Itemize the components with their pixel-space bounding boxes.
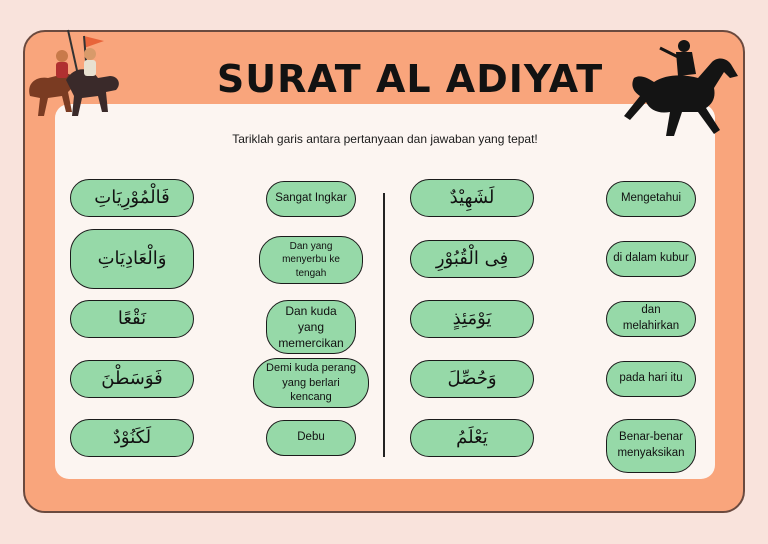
left-word-5[interactable]: لَكَنُوْدٌ — [70, 419, 194, 457]
instruction-text: Tariklah garis antara pertanyaan dan jawaban yang tepat! — [232, 132, 538, 146]
page-title: SURAT AL ADIYAT — [216, 57, 604, 101]
left-word-4[interactable]: فَوَسَطْنَ — [70, 360, 194, 398]
left-meaning-4[interactable]: Demi kuda perang yang berlari kencang — [253, 358, 369, 408]
right-word-4[interactable]: وَحُصِّلَ — [410, 360, 534, 398]
horse-riders-icon — [18, 26, 130, 122]
left-word-1[interactable]: فَالْمُوْرِيَاتِ — [70, 179, 194, 217]
left-meaning-2[interactable]: Dan yang menyerbu ke tengah — [259, 236, 363, 284]
right-meaning-1[interactable]: Mengetahui — [606, 181, 696, 217]
right-word-2[interactable]: فِى الْقُبُوْرِ — [410, 240, 534, 278]
right-meaning-3[interactable]: dan melahirkan — [606, 301, 696, 337]
right-word-3[interactable]: يَوْمَئِذٍ — [410, 300, 534, 338]
horse-rider-silhouette-icon — [620, 38, 746, 142]
left-meaning-5[interactable]: Debu — [266, 420, 356, 456]
left-word-2[interactable]: وَالْعَادِيَاتِ — [70, 229, 194, 289]
right-meaning-2[interactable]: di dalam kubur — [606, 241, 696, 277]
column-divider — [383, 193, 385, 457]
left-meaning-3[interactable]: Dan kuda yang memercikan — [266, 300, 356, 354]
right-word-1[interactable]: لَشَهِيْدٌ — [410, 179, 534, 217]
right-word-5[interactable]: يَعْلَمُ — [410, 419, 534, 457]
right-meaning-4[interactable]: pada hari itu — [606, 361, 696, 397]
left-word-3[interactable]: نَقْعًا — [70, 300, 194, 338]
right-meaning-5[interactable]: Benar-benar menyaksikan — [606, 419, 696, 473]
left-meaning-1[interactable]: Sangat Ingkar — [266, 181, 356, 217]
